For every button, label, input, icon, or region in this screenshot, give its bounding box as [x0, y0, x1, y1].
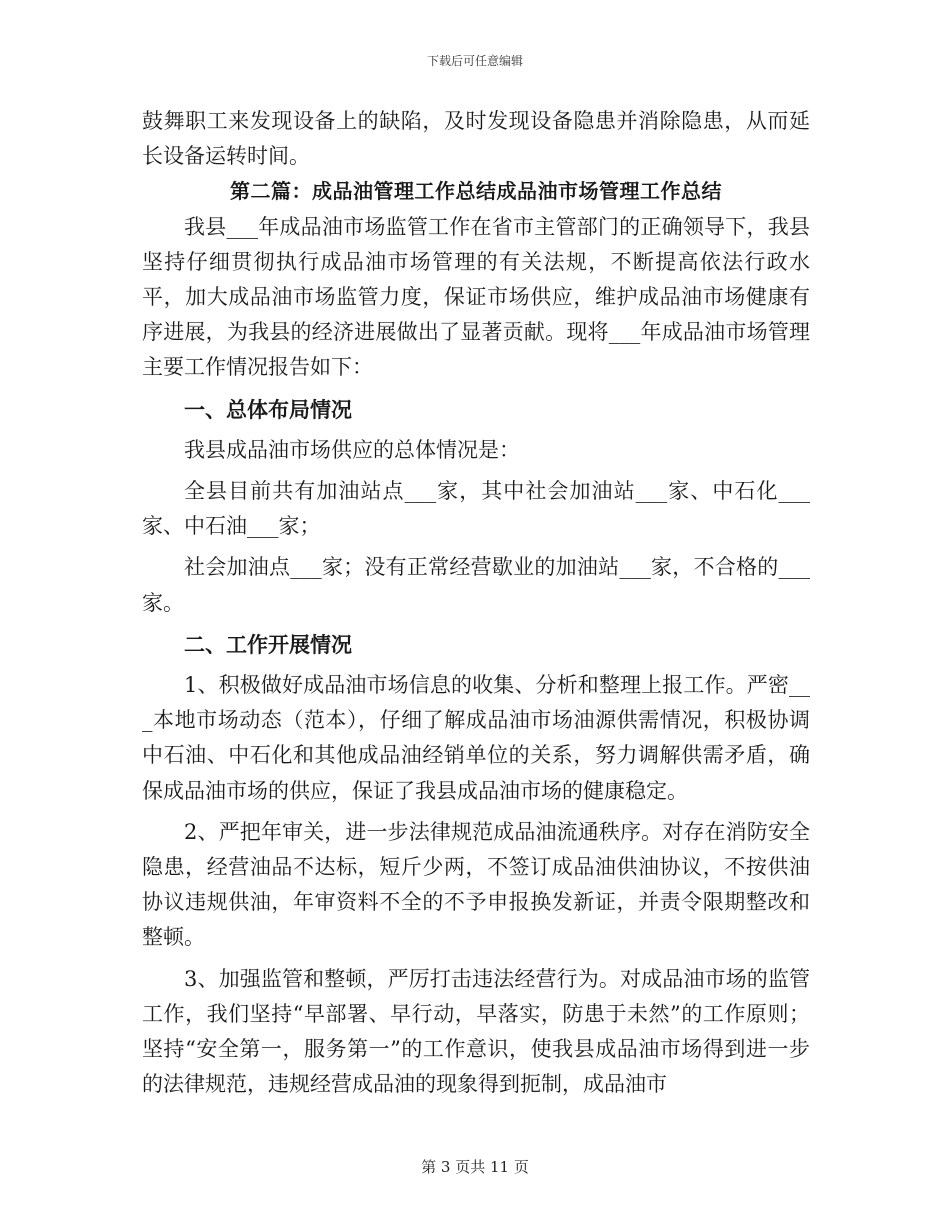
paragraph-social-stations: 社会加油点___家；没有正常经营歇业的加油站___家，不合格的___家。 — [142, 555, 810, 615]
document-body — [142, 104, 810, 1102]
paragraph-intro: 我县___年成品油市场监管工作在省市主管部门的正确领导下，我县坚持仔细贯彻执行成品油市场管理的有关法规，不断提高依法行政水平，加大成品油市场监管力度，保证市场供应，维护成品油市场健康有序进展，为我县的经济进展做出了显著贡献。现将___年成品油市场管理主要工作情况报告如下： — [142, 214, 810, 380]
paragraph-item-1: 1、积极做好成品油市场信息的收集、分析和整理上报工作。严密___本地市场动态（范本），仔细了解成品油市场油源供需情况，积极协调中石油、中石化和其他成品油经销单位的关系，努力调解供需矛盾，确保成品油市场的供应，保证了我县成品油市场的健康稳定。 — [142, 673, 810, 803]
section-title: 第二篇：成品油管理工作总结成品油市场管理工作总结 — [230, 179, 722, 204]
paragraph-item-3: 3、加强监管和整顿，严厉打击违法经营行为。对成品油市场的监管工作，我们坚持“早部署、早行动，早落实，防患于未然”的工作原则；坚持“安全第一，服务第一”的工作意识，使我县成品油市场得到进一步的法律规范，违规经营成品油的现象得到扼制，成品油市 — [142, 966, 810, 1097]
paragraph-continuation: 鼓舞职工来发现设备上的缺陷，及时发现设备隐患并消除隐患，从而延长设备运转时间。 — [142, 109, 810, 169]
paragraph-item-2: 2、严把年审关，进一步法律规范成品油流通秩序。对存在消防安全隐患，经营油品不达标，短斤少两，不签订成品油供油协议，不按供油协议违规供油，年审资料不全的不予申报换发新证，并责令限期整改和整顿。 — [142, 819, 810, 950]
heading-overall-layout: 一、总体布局情况 — [184, 396, 352, 422]
paragraph-supply-summary: 我县成品油市场供应的总体情况是： — [184, 437, 520, 462]
page-header: 下载后可任意编辑 — [426, 54, 523, 68]
heading-work-progress: 二、工作开展情况 — [184, 631, 352, 657]
paragraph-station-count: 全县目前共有加油站点___家，其中社会加油站___家、中石化___家、中石油___家； — [142, 479, 810, 539]
page-footer: 第 3 页共 11 页 — [421, 1158, 529, 1176]
